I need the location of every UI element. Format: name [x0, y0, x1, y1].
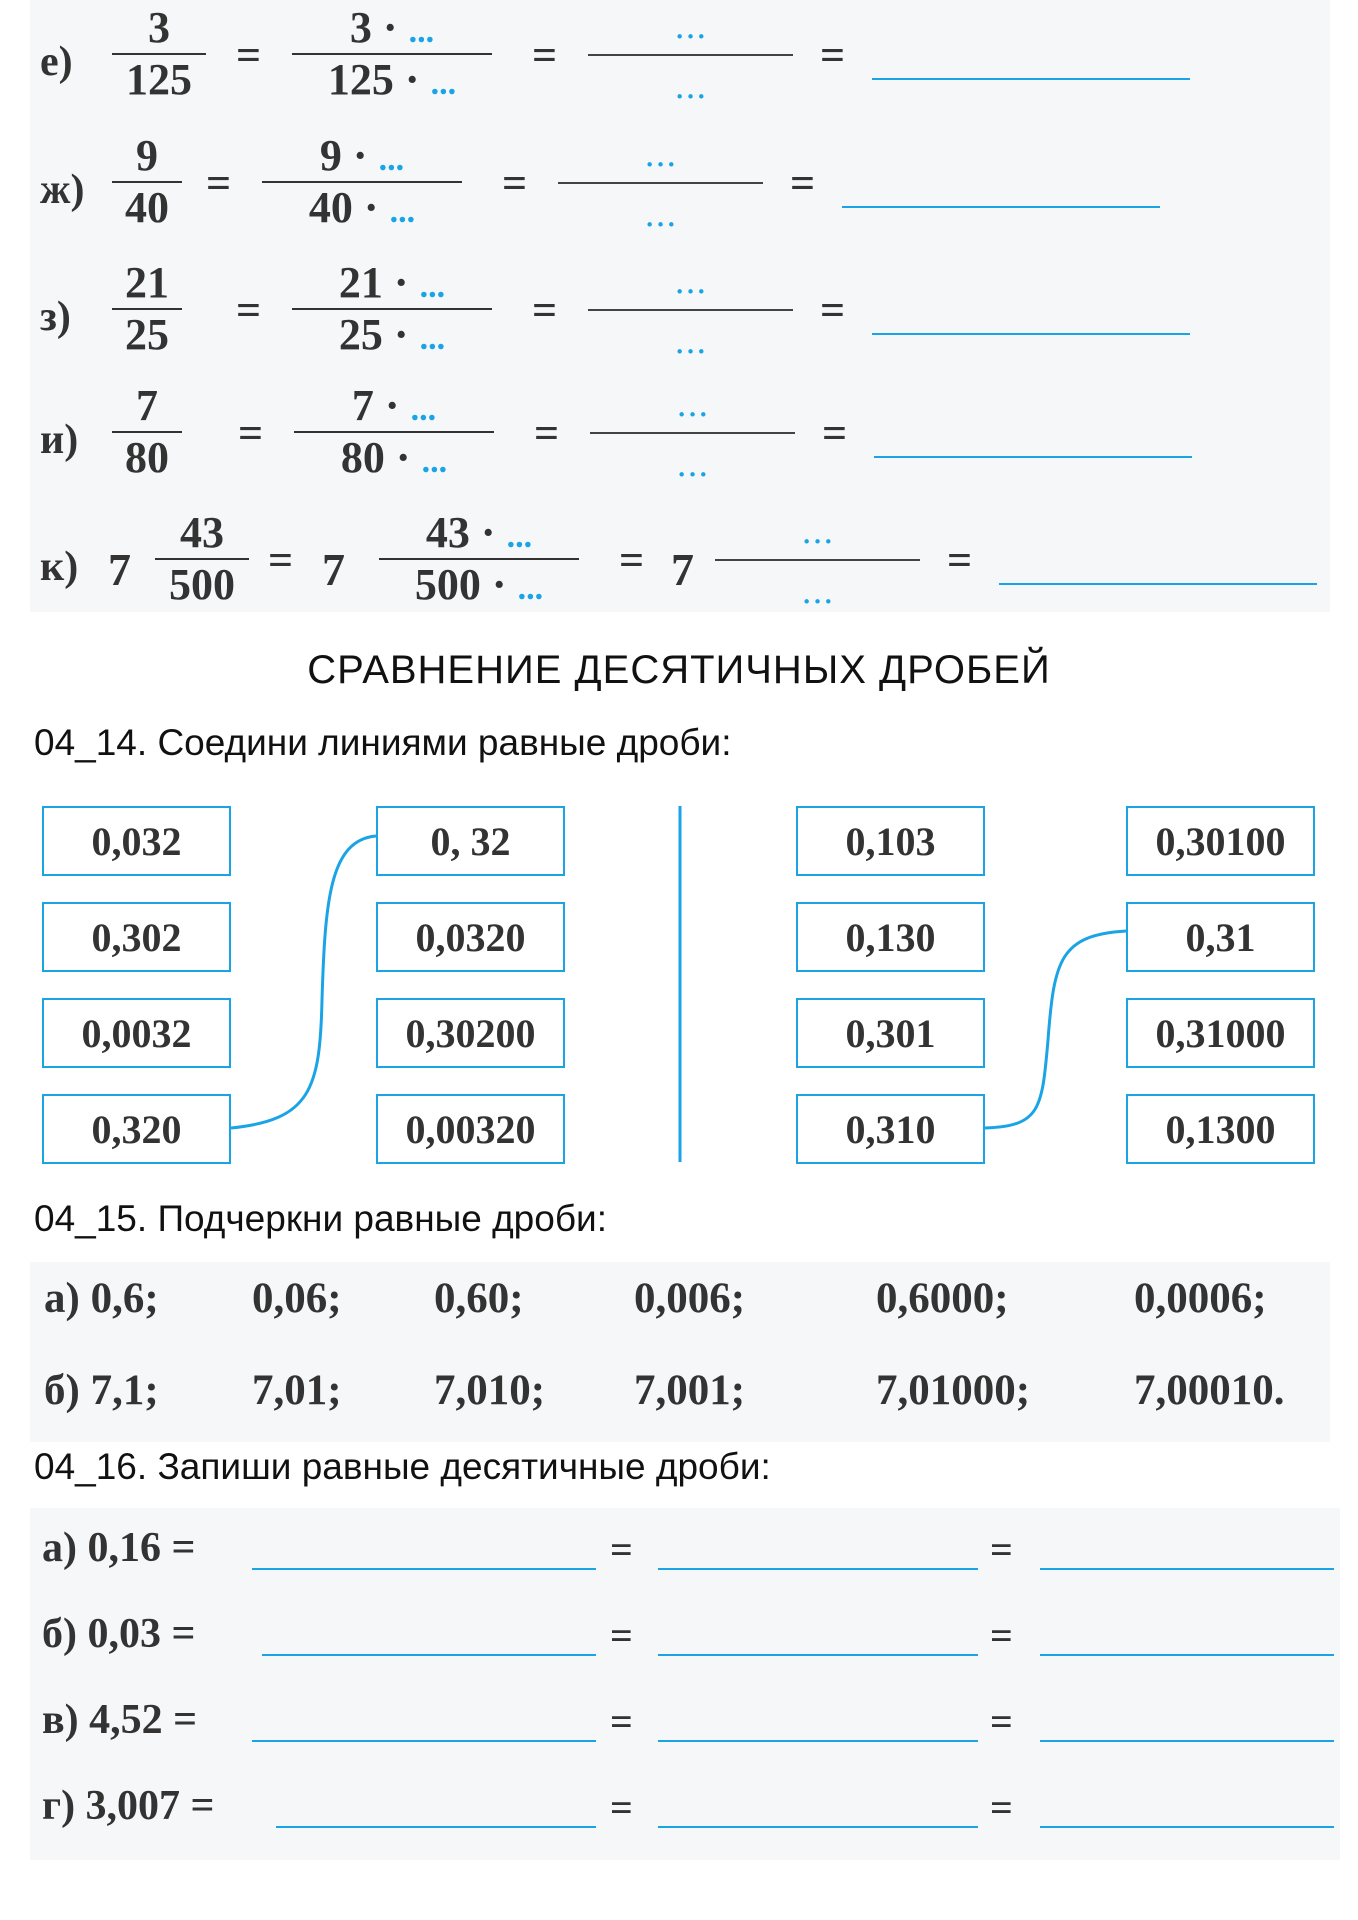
decimal-value[interactable]: 0,006;: [634, 1275, 746, 1322]
decimal-value[interactable]: 0,60;: [434, 1275, 524, 1322]
numerator: 21: [125, 258, 169, 307]
equals-sign: =: [990, 1527, 1013, 1572]
expanded-denominator: [262, 183, 462, 232]
answer-line[interactable]: [1040, 1740, 1334, 1742]
denominator: 500: [169, 560, 235, 609]
answer-line[interactable]: [999, 583, 1317, 585]
match-line-0320-to-032: [231, 836, 376, 1128]
result-fraction-blank[interactable]: [558, 135, 763, 235]
expanded-denominator: [292, 55, 492, 104]
decimal-value[interactable]: 0,06;: [252, 1275, 342, 1322]
fraction-box[interactable]: 0,310: [796, 1094, 985, 1164]
expanded-numerator: [379, 508, 579, 557]
fraction-box[interactable]: 0, 32: [376, 806, 565, 876]
blank-dots: ...: [421, 443, 448, 480]
answer-line[interactable]: [1040, 1568, 1334, 1570]
answer-line[interactable]: [252, 1568, 596, 1570]
answer-line[interactable]: [1040, 1826, 1334, 1828]
decimal-value[interactable]: 7,010;: [434, 1367, 546, 1414]
write-rows-bg: [30, 1508, 1340, 1860]
blank-dots: ...: [676, 445, 709, 485]
expanded-numerator: [292, 258, 492, 307]
equals-sign: =: [532, 286, 558, 335]
blank-dots: ...: [801, 512, 834, 552]
whole-part: 7: [108, 544, 131, 595]
fraction-box[interactable]: 0,31000: [1126, 998, 1315, 1068]
multiplier-denominator: 25 ·: [338, 310, 409, 359]
equals-sign: =: [610, 1527, 633, 1572]
fraction-bar: [558, 182, 763, 184]
answer-line[interactable]: [262, 1654, 596, 1656]
equals-sign: =: [206, 159, 232, 208]
expanded-fraction: [379, 508, 579, 609]
equals-sign: =: [820, 31, 846, 80]
equals-sign: =: [502, 159, 528, 208]
equals-sign: =: [236, 31, 262, 80]
fraction-row-label: е): [40, 39, 73, 85]
expanded-denominator: [294, 433, 494, 482]
expanded-fraction: [262, 131, 462, 232]
answer-line[interactable]: [658, 1826, 978, 1828]
multiplier-denominator: 125 ·: [327, 55, 420, 104]
blank-dots: ...: [674, 262, 707, 302]
answer-line[interactable]: [252, 1740, 596, 1742]
equals-sign: =: [990, 1613, 1013, 1658]
equals-sign: =: [268, 536, 294, 585]
equals-sign: =: [990, 1785, 1013, 1830]
decimal-row-label: а) 0,16 =: [42, 1525, 196, 1571]
answer-line[interactable]: [658, 1654, 978, 1656]
decimal-value[interactable]: а) 0,6;: [44, 1275, 159, 1322]
fraction-box[interactable]: 0,320: [42, 1094, 231, 1164]
fraction-box[interactable]: 0,301: [796, 998, 985, 1068]
decimal-value[interactable]: 7,00010.: [1134, 1367, 1285, 1414]
expanded-numerator: [262, 131, 462, 180]
equals-sign: =: [236, 286, 262, 335]
blank-dots: ...: [517, 570, 544, 607]
task-14-title: 04_14. Соедини линиями равные дроби:: [34, 722, 732, 763]
whole-part: 7: [671, 544, 694, 595]
fraction-box[interactable]: 0,103: [796, 806, 985, 876]
decimal-value[interactable]: 7,01;: [252, 1367, 342, 1414]
blank-dots: ...: [674, 7, 707, 47]
denominator: 80: [125, 433, 169, 482]
denominator: 25: [125, 310, 169, 359]
blank-dots: ...: [410, 391, 437, 428]
multiplier-numerator: 9 ·: [319, 131, 368, 180]
blank-dots: ...: [419, 320, 446, 357]
task-16-title: 04_16. Запиши равные десятичные дроби:: [34, 1446, 771, 1487]
multiplier-numerator: 43 ·: [425, 508, 496, 557]
blank-dots: ...: [419, 268, 446, 305]
result-fraction-blank[interactable]: [715, 512, 920, 612]
multiplier-denominator: 500 ·: [414, 560, 507, 609]
blank-dots: ...: [506, 518, 533, 555]
blank-dots: ...: [430, 65, 457, 102]
blank-dots: ...: [644, 135, 677, 175]
blank-dots: ...: [674, 67, 707, 107]
equals-sign: =: [619, 536, 645, 585]
fraction-bar: [588, 309, 793, 311]
fraction-row-label: и): [40, 417, 79, 463]
fraction-box[interactable]: 0,302: [42, 902, 231, 972]
original-fraction: [112, 258, 182, 359]
blank-dots: ...: [378, 141, 405, 178]
numerator: 7: [136, 381, 158, 430]
equals-sign: =: [532, 31, 558, 80]
fraction-box[interactable]: 0,130: [796, 902, 985, 972]
fraction-box[interactable]: 0,0320: [376, 902, 565, 972]
result-fraction-blank[interactable]: [588, 7, 793, 107]
decimal-value[interactable]: 0,6000;: [876, 1275, 1009, 1322]
fraction-bar: [715, 559, 920, 561]
multiplier-numerator: 21 ·: [338, 258, 409, 307]
equals-sign: =: [947, 536, 973, 585]
expanded-fraction: [292, 258, 492, 359]
match-line-0310-to-031: [985, 931, 1126, 1128]
result-fraction-blank[interactable]: [590, 385, 795, 485]
fraction-bar: [590, 432, 795, 434]
answer-line[interactable]: [658, 1740, 978, 1742]
blank-dots: ...: [408, 13, 435, 50]
answer-line[interactable]: [842, 206, 1160, 208]
expanded-numerator: [292, 3, 492, 52]
result-fraction-blank[interactable]: [588, 262, 793, 362]
multiplier-numerator: 3 ·: [349, 3, 398, 52]
decimal-row-label: в) 4,52 =: [42, 1697, 198, 1743]
expanded-fraction: [294, 381, 494, 482]
fraction-box[interactable]: 0,30200: [376, 998, 565, 1068]
expanded-denominator: [379, 560, 579, 609]
equals-sign: =: [822, 409, 848, 458]
equals-sign: =: [610, 1785, 633, 1830]
multiplier-denominator: 40 ·: [308, 183, 379, 232]
equals-sign: =: [534, 409, 560, 458]
numerator: 3: [148, 3, 170, 52]
answer-line[interactable]: [872, 333, 1190, 335]
blank-dots: ...: [674, 322, 707, 362]
answer-line[interactable]: [1040, 1654, 1334, 1656]
numerator: 43: [180, 508, 224, 557]
original-fraction: [112, 131, 182, 232]
fraction-box[interactable]: 0,31: [1126, 902, 1315, 972]
equals-sign: =: [790, 159, 816, 208]
expanded-numerator: [294, 381, 494, 430]
denominator: 40: [125, 183, 169, 232]
fraction-box[interactable]: 0,032: [42, 806, 231, 876]
original-fraction: [112, 3, 206, 104]
blank-dots: ...: [676, 385, 709, 425]
fraction-bar: [588, 54, 793, 56]
original-fraction: [112, 381, 182, 482]
blank-dots: ...: [644, 195, 677, 235]
decimal-value[interactable]: 0,0006;: [1134, 1275, 1267, 1322]
decimal-row-label: г) 3,007 =: [42, 1783, 215, 1829]
original-fraction: [155, 508, 249, 609]
answer-line[interactable]: [872, 78, 1190, 80]
answer-line[interactable]: [874, 456, 1192, 458]
expanded-denominator: [292, 310, 492, 359]
decimal-value[interactable]: 7,001;: [634, 1367, 746, 1414]
equals-sign: =: [610, 1699, 633, 1744]
fraction-box[interactable]: 0,0032: [42, 998, 231, 1068]
denominator: 125: [126, 55, 192, 104]
decimal-value[interactable]: б) 7,1;: [44, 1367, 159, 1414]
fraction-box[interactable]: 0,30100: [1126, 806, 1315, 876]
decimal-row-label: б) 0,03 =: [42, 1611, 196, 1657]
whole-part: 7: [322, 544, 345, 595]
fraction-row-label: ж): [40, 167, 85, 213]
fraction-box[interactable]: 0,00320: [376, 1094, 565, 1164]
fraction-box[interactable]: 0,1300: [1126, 1094, 1315, 1164]
equals-sign: =: [610, 1613, 633, 1658]
expanded-fraction: [292, 3, 492, 104]
section-title: СРАВНЕНИЕ ДЕСЯТИЧНЫХ ДРОБЕЙ: [307, 648, 1051, 692]
fraction-row-label: з): [40, 294, 71, 340]
decimal-value[interactable]: 7,01000;: [876, 1367, 1031, 1414]
equals-sign: =: [238, 409, 264, 458]
answer-line[interactable]: [658, 1568, 978, 1570]
blank-dots: ...: [389, 193, 416, 230]
equals-sign: =: [990, 1699, 1013, 1744]
blank-dots: ...: [801, 572, 834, 612]
numerator: 9: [136, 131, 158, 180]
fraction-row-label: к): [40, 544, 79, 590]
task-15-title: 04_15. Подчеркни равные дроби:: [34, 1198, 607, 1239]
multiplier-denominator: 80 ·: [340, 433, 411, 482]
equals-sign: =: [820, 286, 846, 335]
answer-line[interactable]: [276, 1826, 596, 1828]
multiplier-numerator: 7 ·: [351, 381, 400, 430]
